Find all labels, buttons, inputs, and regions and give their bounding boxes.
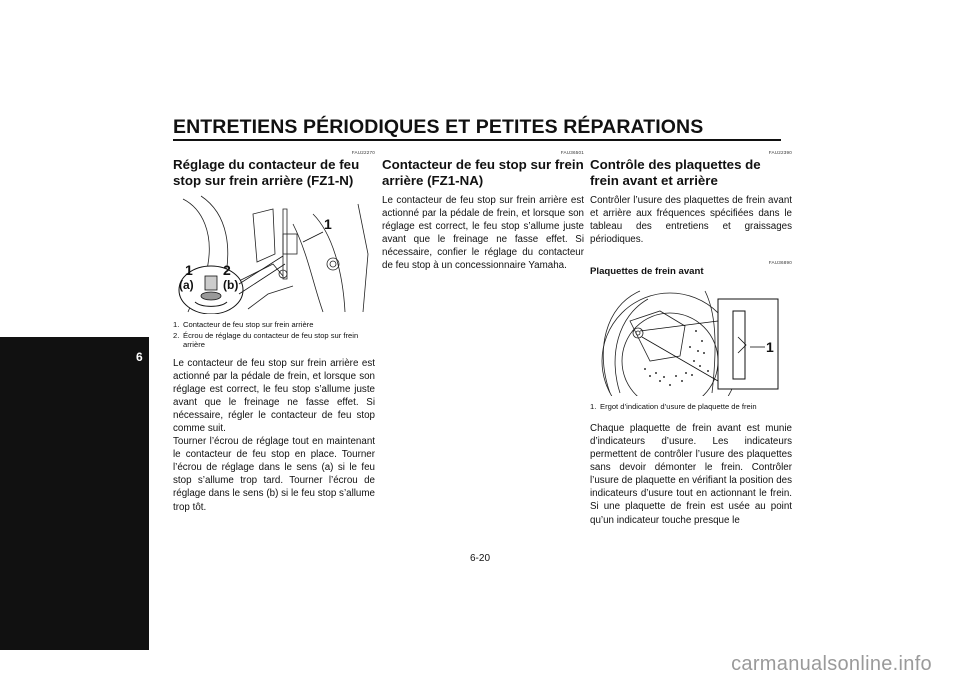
section-heading: Réglage du contacteur de feu stop sur frein arrière (FZ1-N) <box>173 157 360 188</box>
body-paragraph: Tourner l’écrou de réglage tout en maintenant le contacteur de feu stop en place. Tourner l’écrou de réglage dans le sens (a) si le feu stop s’allume trop tard. Tourner l’écrou de réglage dans le sens (b) si le feu stop s’allume trop tôt. <box>173 436 375 513</box>
body-paragraph: Chaque plaquette de frein avant est munie d’indicateurs d’usure. Les indicateurs permettent de contrôler l’usure des plaquettes sans devoir démonter le frein. Contrôler l’usure de plaquette en vérifiant la position des indicateurs d’usure tout en actionnant le frein. Si une plaquette de frein est usée au point qu’un indicateur touche presque le <box>590 422 792 526</box>
callout-1: 1 <box>185 262 193 278</box>
figure-captions <box>590 402 792 412</box>
page-title: ENTRETIENS PÉRIODIQUES ET PETITES RÉPARATIONS <box>173 116 704 138</box>
subheading: Plaquettes de frein avant <box>590 266 704 278</box>
callout-b: (b) <box>223 278 239 292</box>
brake-switch-illustration <box>173 194 373 314</box>
section-code: FAU22270 <box>351 150 375 155</box>
section-code: FAU36501 <box>560 150 584 155</box>
section-code: FAU36890 <box>768 260 792 266</box>
callout-1: 1 <box>766 339 774 356</box>
caption-item: 1. Ergot d’indication d’usure de plaquette de frein <box>590 402 757 412</box>
chapter-number: 6 <box>136 350 143 364</box>
caption-item: 2. Écrou de réglage du contacteur de feu stop sur frein arrière <box>173 330 359 349</box>
page-number: 6-20 <box>469 553 490 564</box>
callout-2: 2 <box>223 262 231 278</box>
section-heading: Contrôle des plaquettes de frein avant et arrière <box>590 157 761 188</box>
watermark: carmanualsonline.info <box>731 653 932 675</box>
title-rule <box>173 139 781 141</box>
column-middle <box>382 150 584 273</box>
column-right <box>590 150 792 527</box>
callout-1-top: 1 <box>324 216 332 232</box>
brake-switch-drawing <box>173 194 373 314</box>
column-left <box>173 150 375 514</box>
brake-pad-illustration <box>590 281 782 396</box>
callout-a: (a) <box>179 278 194 292</box>
section-code: FAU22390 <box>768 150 792 155</box>
body-paragraph: Contrôler l’usure des plaquettes de frein avant et arrière aux fréquences spécifiées dans le tableau des entretiens et graissages périodiques. <box>590 195 792 246</box>
body-paragraph: Le contacteur de feu stop sur frein arrière est actionné par la pédale de frein, et lorsque son réglage est correct, le feu stop s’allume juste avant que le freinage ne fasse effet. Si nécessaire, confier le réglage du contacteur de feu stop à un concessionnaire Yamaha. <box>382 195 584 272</box>
figure-captions <box>173 320 375 350</box>
caption-item: 1. Contacteur de feu stop sur frein arrière <box>173 320 314 329</box>
brake-pad-drawing <box>590 281 782 396</box>
section-heading: Contacteur de feu stop sur frein arrière (FZ1-NA) <box>382 157 584 188</box>
body-paragraph: Le contacteur de feu stop sur frein arrière est actionné par la pédale de frein, et lorsque son réglage est correct, le feu stop s’allume juste avant que le freinage ne fasse effet. Si nécessaire, régler le contacteur de feu stop comme suit. <box>173 357 375 434</box>
chapter-tab <box>0 337 149 650</box>
